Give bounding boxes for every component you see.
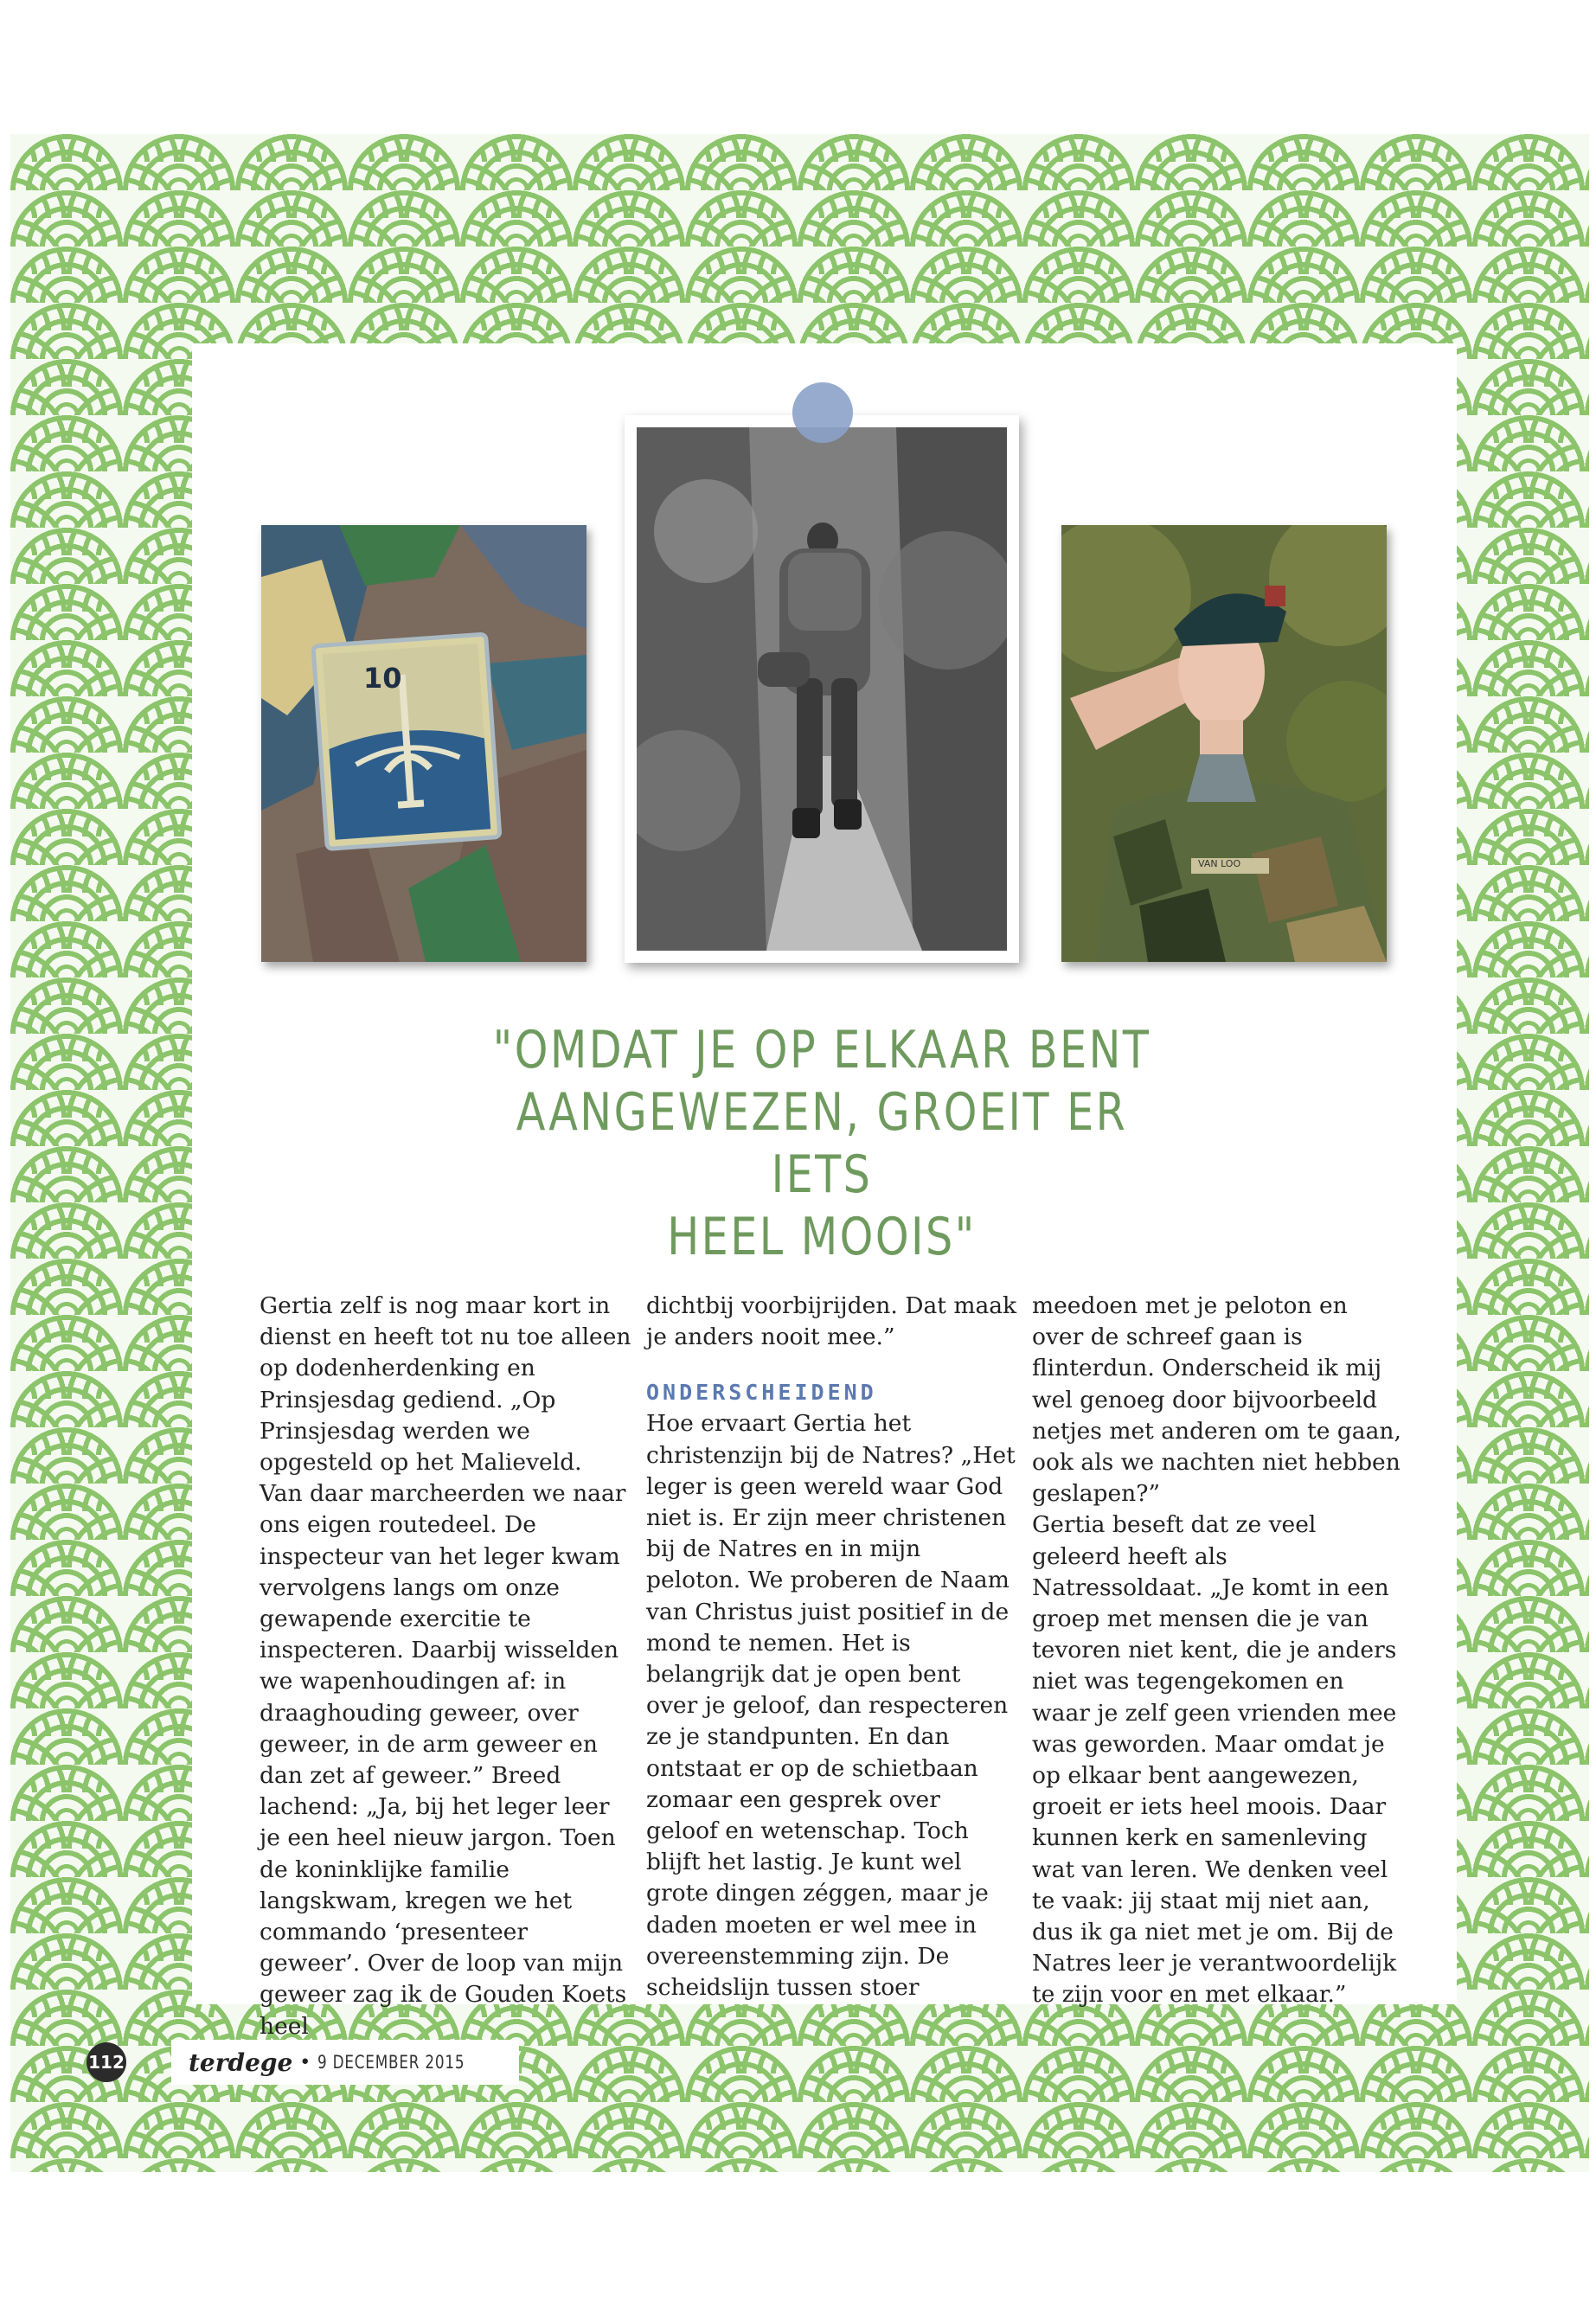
column-2-paragraph-1: dichtbij voorbijrijden. Dat maak je anders nooit mee.” bbox=[646, 1292, 1017, 1351]
article-column-3 bbox=[1032, 1291, 1404, 2011]
pull-quote bbox=[481, 1019, 1162, 1268]
column-1-paragraph: Gertia zelf is nog maar kort in dienst en heeft tot nu toe alleen op dodenherdenking en Prinsjesdag gediend. „Op Prinsjesdag werden we opgesteld op het Malieveld. Van daar marcheerden we naar ons eigen routedeel. De inspecteur van het leger kwam vervolgens langs om onze gewapende exercitie te inspecteren. Daarbij wisselden we wapenhoudingen af: in draaghouding geweer, over geweer, in de arm geweer en dan zet af geweer.” Breed lachend: „Ja, bij het leger leer je een heel nieuw jargon. Toen de koninklijke familie langskwam, kregen we het commando ‘presenteer geweer’. Over de loop van mijn geweer zag ik de Gouden Koets heel bbox=[260, 1292, 631, 2040]
article-column-2 bbox=[646, 1291, 1018, 2003]
photo-uniform-badge bbox=[261, 525, 586, 962]
article-column-1 bbox=[260, 1291, 631, 2042]
pin-dot bbox=[792, 382, 853, 443]
magazine-brand: terdege bbox=[189, 2048, 293, 2077]
page-number: 112 bbox=[87, 2042, 126, 2082]
column-3-paragraph-2: Gertia beseft dat ze veel geleerd heeft als Natressoldaat. „Je komt in een groep met mensen die je van tevoren niet kent, die je anders niet was tegengekomen en waar je zelf geen vrienden mee was geworden. Maar omdat je op elkaar bent aangewezen, groeit er iets heel moois. Daar kunnen kerk en samenleving wat van leren. We denken veel te vaak: jij staat mij niet aan, dus ik ga niet met je om. Bij de Natres leer je verantwoordelijk te zijn voor en met elkaar.” bbox=[1032, 1511, 1397, 2009]
issue-date: 9 DECEMBER 2015 bbox=[317, 2052, 465, 2073]
badge-number: 10 bbox=[363, 662, 402, 695]
pull-quote-line-1: "OMDAT JE OP ELKAAR BENT bbox=[492, 1020, 1151, 1080]
photo-saluting-soldier bbox=[1061, 525, 1387, 962]
name-tag: VAN LOO bbox=[1198, 858, 1241, 869]
footer-separator: • bbox=[299, 2051, 311, 2073]
footer-label bbox=[171, 2040, 519, 2085]
subheading: ONDERSCHEIDEND bbox=[646, 1380, 877, 1406]
pull-quote-line-3: HEEL MOOIS" bbox=[667, 1207, 977, 1267]
photo-soldier-walking bbox=[637, 427, 1007, 951]
column-3-paragraph-1: meedoen met je peloton en over de schreef gaan is flinterdun. Onderscheid ik mij wel genoeg door bijvoorbeeld netjes met anderen om te gaan, ook als we nachten niet hebben geslapen?” bbox=[1032, 1292, 1401, 1508]
pull-quote-line-2: AANGEWEZEN, GROEIT ER IETS bbox=[516, 1082, 1128, 1205]
page-footer bbox=[87, 2041, 519, 2083]
column-2-paragraph-2: Hoe ervaart Gertia het christenzijn bij de Natres? „Het leger is geen wereld waar God niet is. Er zijn meer christenen bij de Natres en in mijn peloton. We proberen de Naam van Christus juist positief in de mond te nemen. Het is belangrijk dat je open bent over je geloof, dan respecteren ze je standpunten. En dan ontstaat er op de schietbaan zomaar een gesprek over geloof en wetenschap. Toch blijft het lastig. Je kunt wel grote dingen zéggen, maar je daden moeten er wel mee in overeenstemming zijn. De scheidslijn tussen stoer bbox=[646, 1410, 1016, 2002]
